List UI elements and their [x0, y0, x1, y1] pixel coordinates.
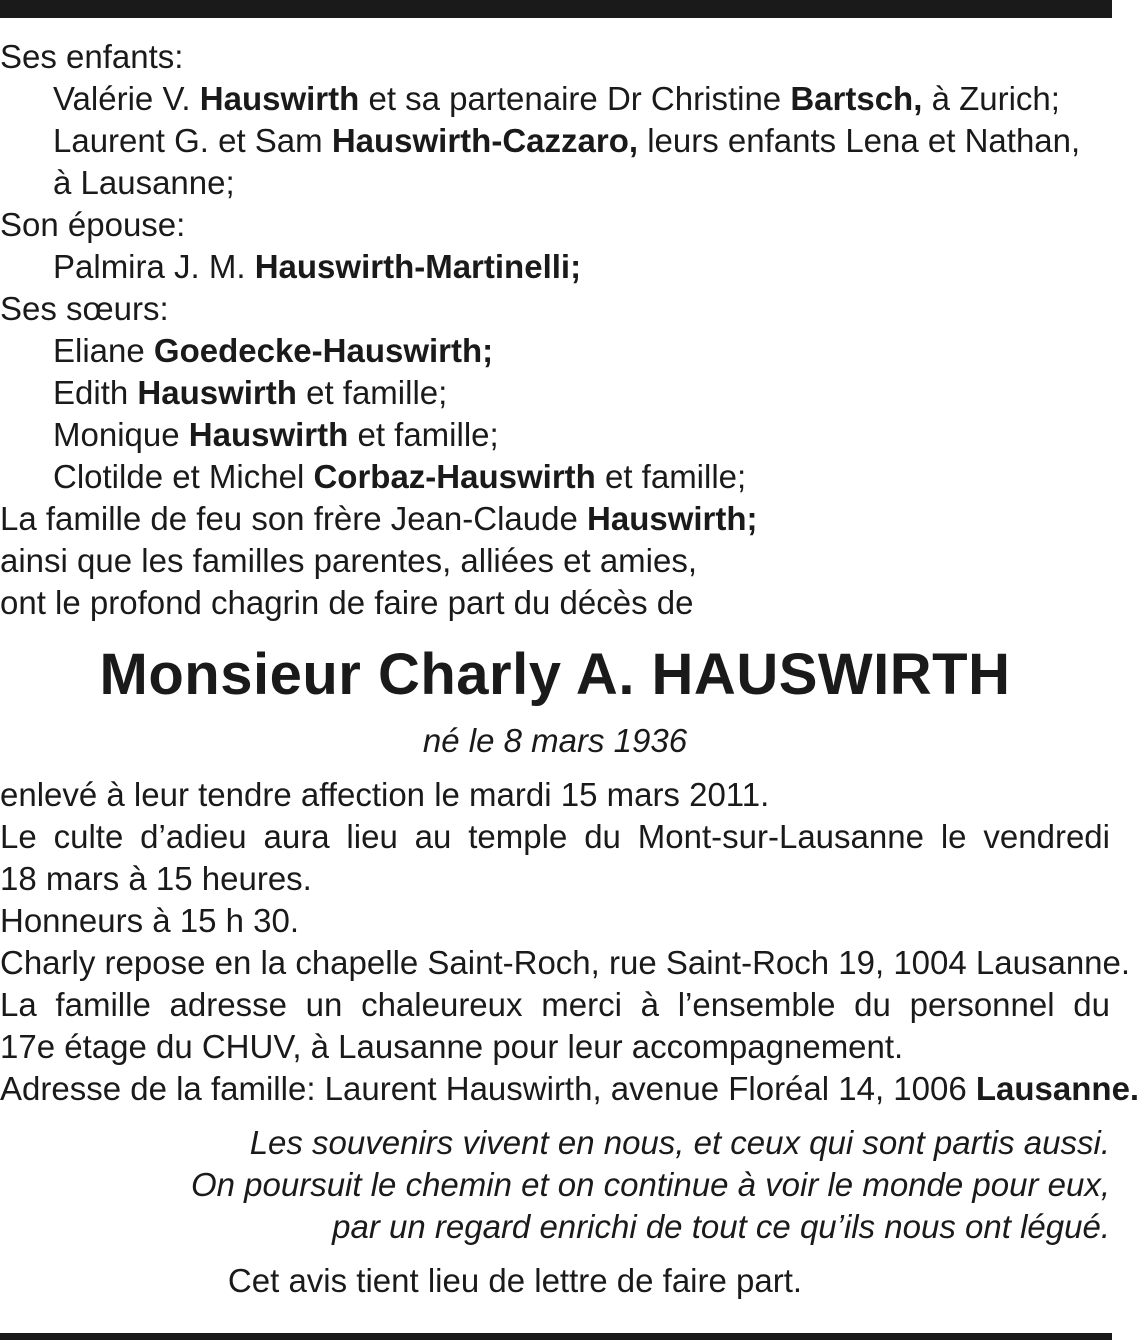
child2-given: Laurent G. et Sam — [53, 122, 323, 159]
sister-rest: et famille; — [604, 458, 747, 495]
thanks-line-1: La famille adresse un chaleureux merci à l’ensemble du personnel du — [0, 986, 1110, 1023]
announce-line: ont le profond chagrin de faire part du décès de — [0, 584, 694, 621]
sister-given: Eliane — [53, 332, 145, 369]
sister-surname: Hauswirth — [188, 416, 349, 453]
sister-rest: et famille; — [357, 416, 499, 453]
top-rule — [0, 0, 1112, 18]
obituary-notice — [0, 36, 1139, 1302]
sisters-label: Ses sœurs: — [0, 290, 169, 327]
sister-line-2 — [0, 372, 1110, 414]
poem-line-1: Les souvenirs vivent en nous, et ceux qui sont partis aussi. — [249, 1124, 1110, 1161]
honors-line: Honneurs à 15 h 30. — [0, 902, 300, 939]
sister-line-4 — [0, 456, 1110, 498]
address-text: Adresse de la famille: Laurent Hauswirth, avenue Floréal 14, 1006 — [0, 1070, 967, 1107]
details-block — [0, 774, 1139, 1110]
sister-given: Clotilde et Michel — [53, 458, 305, 495]
deceased-name: Monsieur Charly A. HAUSWIRTH — [99, 642, 1011, 707]
child-line-1 — [0, 78, 1110, 120]
service-line-1: Le culte d’adieu aura lieu au temple du Mont-sur-Lausanne le vendredi — [0, 818, 1110, 855]
sister-line-1 — [0, 330, 1110, 372]
child1-partner-surname: Bartsch, — [790, 80, 923, 117]
poem-block — [0, 1122, 1110, 1248]
sister-surname: Corbaz-Hauswirth — [313, 458, 596, 495]
children-label: Ses enfants: — [0, 38, 184, 75]
birth-date: né le 8 mars 1936 — [422, 722, 688, 759]
relatives-line: ainsi que les familles parentes, alliées et amies, — [0, 542, 698, 579]
child1-given: Valérie V. — [53, 80, 191, 117]
child-line-2 — [0, 120, 1110, 162]
spouse-line — [0, 246, 1110, 288]
death-line: enlevé à leur tendre affection le mardi 15 mars 2011. — [0, 776, 770, 813]
address-city: Lausanne. — [975, 1070, 1139, 1107]
service-line-2: 18 mars à 15 heures. — [0, 860, 312, 897]
child1-surname: Hauswirth — [199, 80, 360, 117]
child1-rest: et sa partenaire Dr Christine — [368, 80, 782, 117]
sister-line-3 — [0, 414, 1110, 456]
brother-line — [0, 498, 1110, 540]
sister-given: Monique — [53, 416, 180, 453]
child1-place: à Zurich; — [931, 80, 1060, 117]
brother-surname: Hauswirth; — [587, 500, 758, 537]
child2-surname: Hauswirth-Cazzaro, — [331, 122, 639, 159]
thanks-line-2: 17e étage du CHUV, à Lausanne pour leur accompagnement. — [0, 1028, 904, 1065]
closing-line: Cet avis tient lieu de lettre de faire part. — [227, 1262, 803, 1299]
rests-line: Charly repose en la chapelle Saint-Roch, rue Saint-Roch 19, 1004 Lausanne. — [0, 944, 1131, 981]
address-line — [0, 1068, 1139, 1110]
sister-surname: Goedecke-Hauswirth; — [153, 332, 494, 369]
brother-text: La famille de feu son frère Jean-Claude — [0, 500, 578, 537]
poem-line-3: par un regard enrichi de tout ce qu’ils nous ont légué. — [332, 1208, 1110, 1245]
child2-place: à Lausanne; — [53, 164, 235, 201]
spouse-given: Palmira J. M. — [53, 248, 246, 285]
bottom-rule — [0, 1333, 1112, 1340]
child2-rest: leurs enfants Lena et Nathan, — [647, 122, 1081, 159]
spouse-label: Son épouse: — [0, 206, 186, 243]
poem-line-2: On poursuit le chemin et on continue à voir le monde pour eux, — [190, 1166, 1110, 1203]
spouse-surname: Hauswirth-Martinelli; — [254, 248, 582, 285]
sister-rest: et famille; — [306, 374, 448, 411]
sister-given: Edith — [53, 374, 129, 411]
sister-surname: Hauswirth — [137, 374, 297, 411]
